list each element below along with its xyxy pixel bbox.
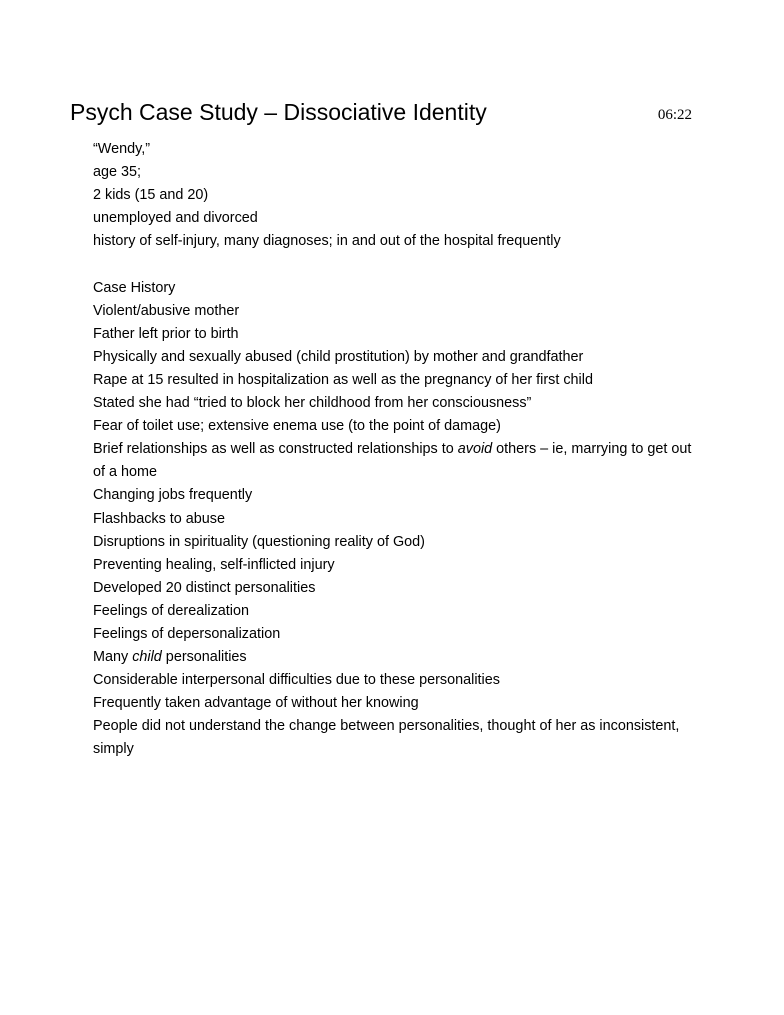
history-text: Many [93, 649, 133, 666]
history-item: Preventing healing, self-inflicted injury [93, 556, 335, 573]
page-title: Psych Case Study – Dissociative Identity [70, 99, 487, 125]
profile-status: unemployed and divorced [93, 210, 258, 227]
history-item: People did not understand the change between personalities, thought of her as inconsistent, simply [93, 718, 680, 758]
profile-age: age 35; [93, 164, 142, 181]
profile-name: “Wendy,” [93, 141, 151, 157]
profile-history: history of self-injury, many diagnoses; in and out of the hospital frequently [93, 233, 561, 250]
history-item: Rape at 15 resulted in hospitalization as well as the pregnancy of her first child [93, 371, 593, 388]
history-item: Disruptions in spirituality (questioning reality of God) [93, 533, 425, 550]
history-item: Physically and sexually abused (child prostitution) by mother and grandfather [93, 348, 584, 365]
history-item: Father left prior to birth [93, 325, 239, 342]
note-body [93, 138, 693, 762]
history-item: Violent/abusive mother [93, 302, 240, 319]
emphasis-text: avoid [457, 441, 493, 458]
history-item: Feelings of depersonalization [93, 625, 281, 642]
emphasis-text: child [132, 649, 162, 666]
history-item: Fear of toilet use; extensive enema use (to the point of damage) [93, 418, 501, 435]
history-item: Feelings of derealization [93, 602, 249, 619]
blank-line [93, 253, 693, 276]
page-header [70, 98, 694, 130]
history-item: Considerable interpersonal difficulties due to these personalities [93, 672, 500, 689]
history-item: Developed 20 distinct personalities [93, 579, 316, 596]
history-item: Flashbacks to abuse [93, 510, 225, 527]
note-time: 06:22 [657, 107, 692, 123]
case-history-heading: Case History [93, 279, 176, 296]
history-text: personalities [161, 649, 247, 666]
history-text: others – ie, marrying to get out of a home [93, 441, 692, 481]
profile-kids: 2 kids (15 and 20) [93, 187, 209, 204]
history-item-relationships [93, 438, 693, 484]
history-item: Stated she had “tried to block her childhood from her consciousness” [93, 395, 532, 412]
history-item: Changing jobs frequently [93, 487, 253, 504]
history-item: Frequently taken advantage of without her knowing [93, 695, 419, 712]
history-text: Brief relationships as well as constructed relationships to [93, 441, 458, 458]
history-item-child-personalities [93, 646, 693, 669]
